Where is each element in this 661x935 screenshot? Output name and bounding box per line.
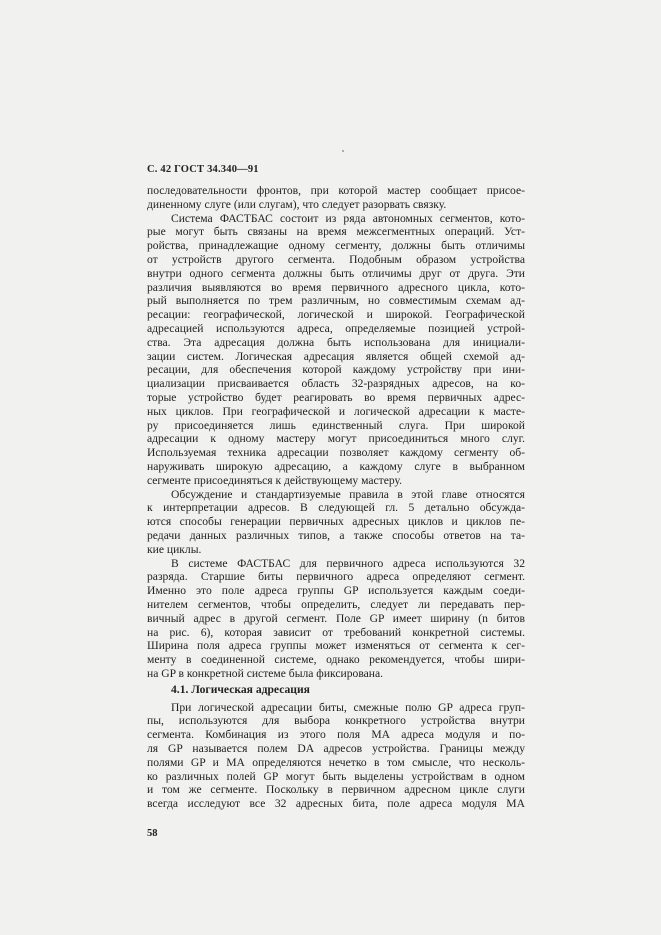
text-line: ются способы генерации первичных адресных циклов и циклов пе- [147,515,525,529]
text-line: ресации, для обеспечения которой каждому устройству при ини- [147,363,525,377]
text-line: ройства, принадлежащие одному сегменту, должны быть отличимы [147,239,525,253]
scan-speck [342,150,344,152]
text-line: различия выявляются во время первичного адресного цикла, кото- [147,280,525,294]
text-line: рые могут быть связаны на время межсегментных операций. Уст- [147,225,525,239]
page-header: С. 42 ГОСТ 34.340—91 [147,164,259,175]
text-line: ру присоединяется лишь единственный слуга. При широкой [147,418,525,432]
text-line: полями GP и МА определяются нечетко в том смысле, что несколь- [147,755,525,769]
paragraph [147,212,525,488]
text-line: адресацией используются адреса, определяемые позицией устрой- [147,321,525,335]
text-line: к интерпретации адресов. В следующей гл. 5 детально обсужда- [147,501,525,515]
text-line: Обсуждение и стандартизуемые правила в этой главе относятся [171,487,525,501]
text-line: всегда исследуют все 32 адресных бита, поле адреса модуля МА [147,797,525,811]
section-heading: 4.1. Логическая адресация [171,682,310,696]
text-line: на GP в конкретной системе была фиксирована. [147,666,384,680]
text-line: пы, используются для выбора конкретного устройства внутри [147,714,525,728]
page-number: 58 [147,828,158,839]
text-line: и том же сегменте. Поскольку в первичном адресном цикле слуги [147,783,525,797]
text-line: редачи данных различных типов, а также способы ответов на та- [147,528,525,542]
text-line: ства. Эта адресация должна быть использована для инициали- [147,335,525,349]
paragraph [147,557,525,681]
text-line: ных циклов. При географической и логической адресации к масте- [147,404,525,418]
text-line: на рис. 6), которая зависит от требований конкретной системы. [147,625,525,639]
text-line: ко различных полей GP могут быть выделены устройствам в одном [147,769,525,783]
text-line: диненному слуге (или слугам), что следует разорвать связку. [147,197,447,211]
paragraph [147,488,525,557]
text-line: торые устройство будет реагировать во время первичных адрес- [147,390,525,404]
text-line: Ширина поля адреса группы может изменяться от сегмента к сег- [147,639,525,653]
text-line: Система ФАСТБАС состоит из ряда автономных сегментов, кото- [171,211,525,225]
text-line: вичный адрес в другой сегмент. Поле GP имеет ширину (n битов [147,611,525,625]
text-line: циализации присваивается область 32-разрядных адресов, на ко- [147,377,525,391]
text-line: ресации: географической, логической и широкой. Географической [147,308,525,322]
text-line: от устройств другого сегмента. Подобным образом устройства [147,252,525,266]
paragraph [147,184,525,212]
text-line: кие циклы. [147,542,202,556]
text-line: При логической адресации биты, смежные полю GP адреса груп- [171,700,525,714]
body-text [147,184,525,811]
text-line: ля GP называется полем DA адресов устройства. Границы между [147,742,525,756]
text-line: сегмента. Комбинация из этого поля МА адреса модуля и по- [147,728,525,742]
paragraph [147,701,525,811]
text-line: менту в соединенной системе, однако рекомендуется, чтобы шири- [147,653,525,667]
text-line: внутри одного сегмента должны быть отличимы друг от друга. Эти [147,266,525,280]
text-line: адресации к одному мастеру могут присоединиться много слуг. [147,432,525,446]
text-line: рый выполняется по трем различным, но совместимым схемам ад- [147,294,525,308]
text-line: нителем сегментов, чтобы определить, следует ли передавать пер- [147,597,525,611]
text-line: разряда. Старшие биты первичного адреса определяют сегмент. [147,570,525,584]
text-line: наруживать широкую адресацию, а каждому слуге в выбранном [147,459,525,473]
text-line: сегменте присоединяться к действующему мастеру. [147,473,403,487]
text-line: зации систем. Логическая адресация является общей схемой ад- [147,349,525,363]
text-line: последовательности фронтов, при которой мастер сообщает присое- [147,184,525,197]
text-line: Используемая техника адресации позволяет каждому сегменту об- [147,446,525,460]
text-line: В системе ФАСТБАС для первичного адреса используются 32 [171,556,525,570]
text-line: Именно это поле адреса группы GP используется каждым соеди- [147,584,525,598]
